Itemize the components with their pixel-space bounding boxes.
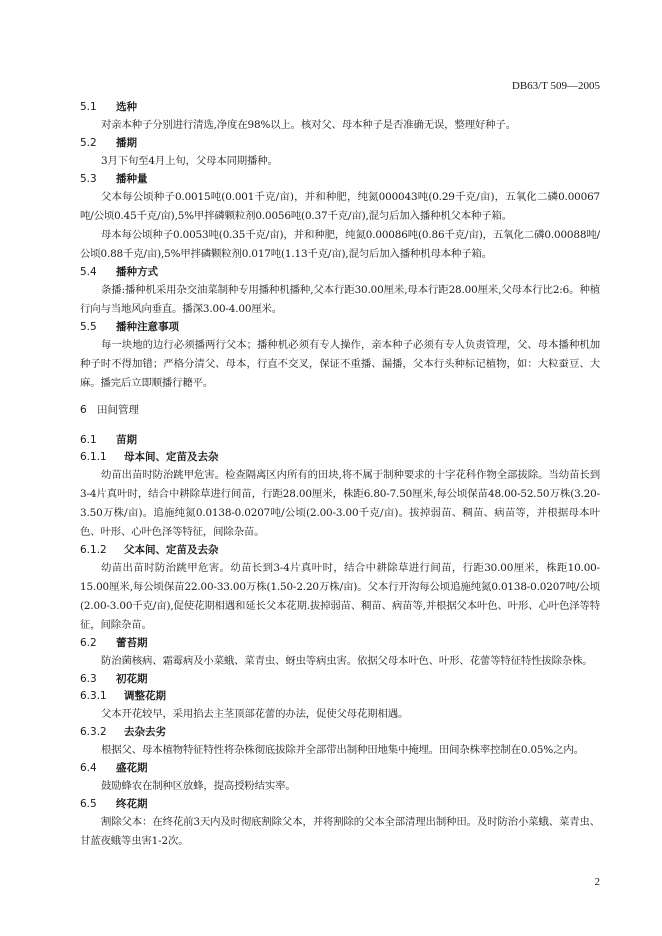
section-5-3-paragraph-2: 母本每公顷种子0.0053吨(0.35千克/亩)，并和种肥，纯氮0.00086吨(0.86千克/亩)，五氧化二磷0.00088吨/公顷0.88千克/亩),5%甲拌磷颗粒剂0.017吨(1.13千克/亩),混匀后加入播种机母本种子箱。 <box>80 229 600 260</box>
section-5-2-heading: 5.2 播期 <box>80 137 137 149</box>
section-5-5-heading: 5.5 播种注意事项 <box>80 321 179 333</box>
document-body <box>80 99 600 851</box>
page-number: 2 <box>594 876 600 888</box>
section-6-3-2-text: 根据父、母本植物特征特性将杂株彻底拔除并全部带出制种田地集中掩埋。田间杂株率控制在0.05%之内。 <box>101 744 584 756</box>
section-6-3-2-heading: 6.3.2 去杂去劣 <box>80 726 166 738</box>
section-5-4-heading: 5.4 播种方式 <box>80 266 158 278</box>
section-5-1-text: 对亲本种子分别进行清选,净度在98%以上。核对父、母本种子是否准确无误，整理好种子。 <box>101 119 516 131</box>
section-6-3-heading: 6.3 初花期 <box>80 673 148 685</box>
section-6-4-text: 鼓励蜂农在制种区放蜂，提高授粉结实率。 <box>101 780 296 792</box>
section-6-1-2-text: 幼苗出苗时防治跳甲危害。幼苗长到3-4片真叶时，结合中耕除草进行间苗，行距30.00厘米，株距10.00-15.00厘米,每公顷保苗22.00-33.00万株(1.50-2.20万株/亩)。父本行开沟每公顷追施纯氮0.0138-0.0207吨/公顷(2.00-3.00千克/亩),促使花期相遇和延长父本花期.拔掉弱苗、稠苗、病苗等,并根据父本叶色、叶形、心叶色泽等特征，间除杂苗。 <box>80 562 600 631</box>
section-6-5-heading: 6.5 终花期 <box>80 798 148 810</box>
section-6-1-heading: 6.1 苗期 <box>80 434 137 446</box>
section-5-1-heading: 5.1 选种 <box>80 101 137 113</box>
section-5-3-heading: 5.3 播种量 <box>80 173 148 185</box>
section-6-1-2-heading: 6.1.2 父本间、定苗及去杂 <box>80 544 219 556</box>
section-5-3-paragraph-1: 父本每公顷种子0.0015吨(0.001千克/亩)，并和种肥，纯氮000043吨(0.29千克/亩)，五氧化二磷0.00067吨/公顷0.45千克/亩),5%甲拌磷颗粒剂0.0056吨(0.37千克/亩),混匀后加入播种机父本种子箱。 <box>80 191 600 222</box>
section-6-3-1-text: 父本开花较早，采用掐去主茎顶部花蕾的办法，促使父母花期相遇。 <box>101 708 409 720</box>
section-6-1-1-heading: 6.1.1 母本间、定苗及去杂 <box>80 451 219 463</box>
chapter-6-heading: 6 田间管理 <box>80 404 139 416</box>
section-6-5-text: 割除父本：在终花前3天内及时彻底割除父本，并将割除的父本全部清理出制种田。及时防治小菜蛾、菜青虫、甘蓝夜蛾等虫害1-2次。 <box>80 816 600 847</box>
section-5-4-text: 条播:播种机采用杂交油菜制种专用播种机播种,父本行距30.00厘米,母本行距28.00厘米,父母本行比2:6。种植行向与当地风向垂直。播深3.00-4.00厘米。 <box>80 284 600 315</box>
section-6-2-heading: 6.2 蕾苔期 <box>80 637 148 649</box>
section-6-4-heading: 6.4 盛花期 <box>80 762 148 774</box>
section-6-2-text: 防治菌核病、霜霉病及小菜蛾、菜青虫、蚜虫等病虫害。依据父母本叶色、叶形、花蕾等特征特性拔除杂株。 <box>101 655 593 667</box>
section-5-2-text: 3月下旬至4月上旬，父母本同期播种。 <box>101 155 278 167</box>
section-6-3-1-heading: 6.3.1 调整花期 <box>80 690 166 702</box>
section-6-1-1-text: 幼苗出苗时防治跳甲危害。检查隔离区内所有的田块,将不属于制种要求的十字花科作物全部拔除。当幼苗长到3-4片真叶时，结合中耕除草进行间苗，行距28.00厘米，株距6.80-7.50厘米,每公顷保苗48.00-52.50万株(3.20-3.50万株/亩)。追施纯氮0.0138-0.0207吨/公顷(2.00-3.00千克/亩)。拔掉弱苗、稠苗、病苗等，并根据母本叶色、叶形、心叶色泽等特征，间除杂苗。 <box>80 469 600 538</box>
document-code: DB63/T 509—2005 <box>511 80 600 92</box>
section-5-5-text: 每一块地的边行必须播两行父本；播种机必须有专人操作，亲本种子必须有专人负责管理，父、母本播种机加种子时不得加错；严格分清父、母本，行直不交叉，保证不重播、漏播，父本行头种标记植物，如：大粒蚕豆、大麻。播完后立即顺播行耱平。 <box>80 339 600 389</box>
